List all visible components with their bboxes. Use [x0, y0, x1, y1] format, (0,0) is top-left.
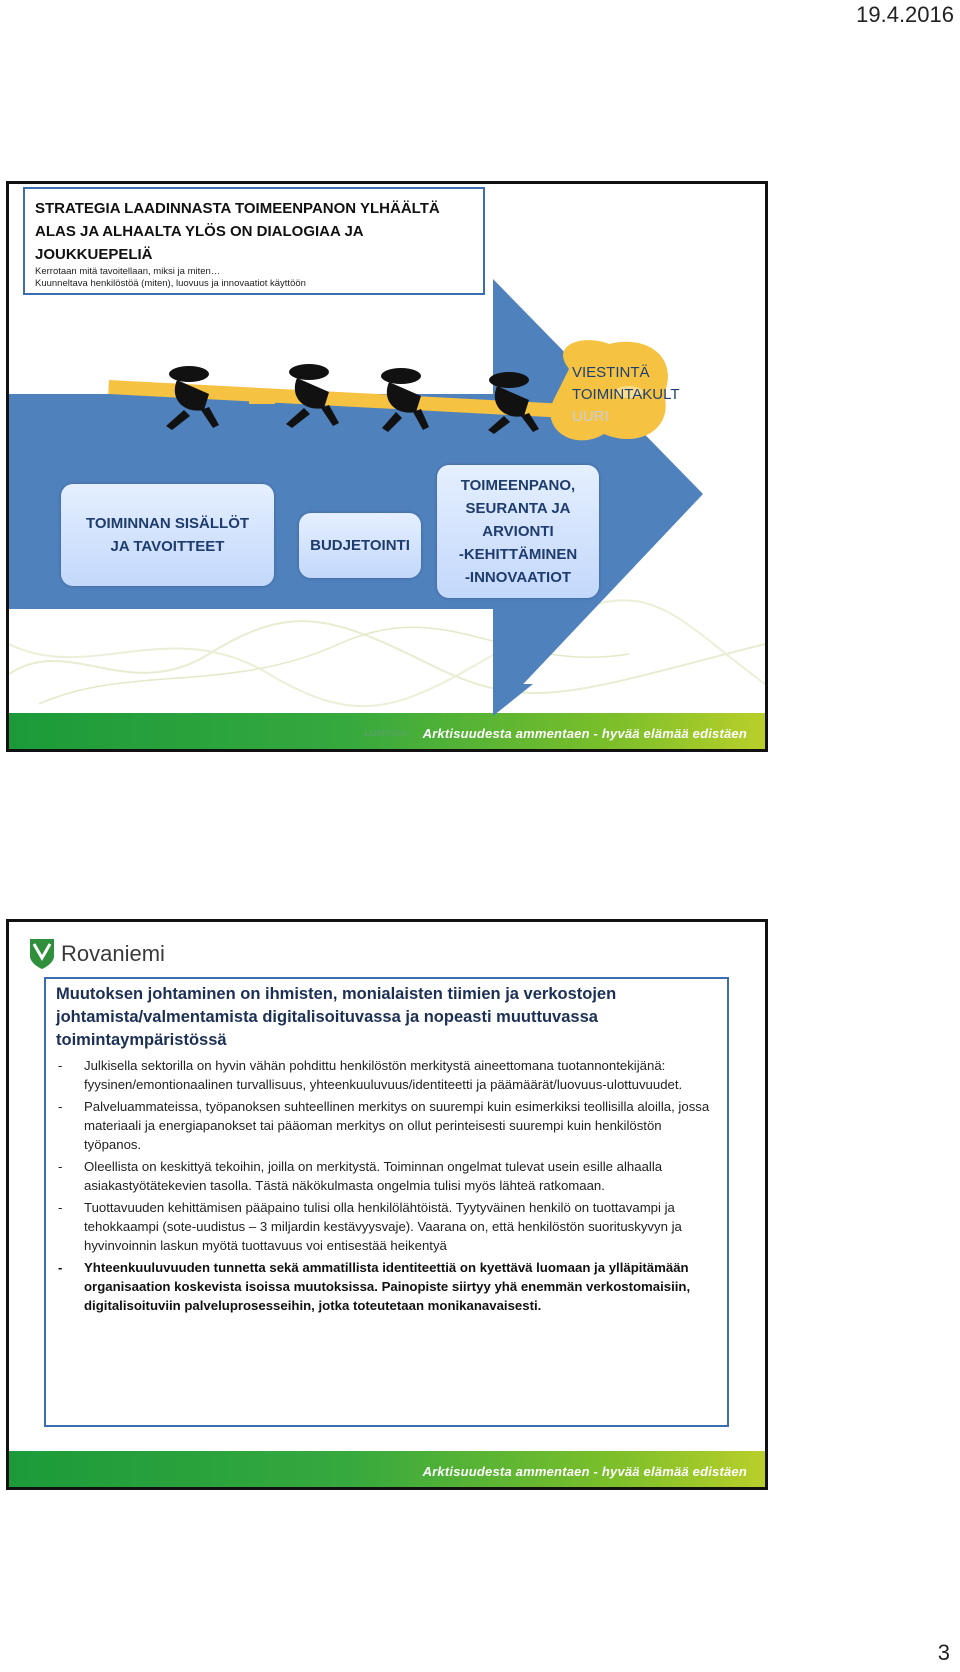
budgeting-box: BUDJETOINTI [299, 513, 421, 578]
slide-footer [9, 1451, 765, 1487]
content-box [44, 977, 729, 1427]
shield-icon [29, 938, 55, 970]
page-date: 19.4.2016 [856, 2, 954, 27]
slide-change-management [6, 919, 768, 1490]
slide-subtitle-1: Kerrotaan mitä tavoitellaan, miksi ja miten… [35, 266, 221, 277]
rovaniemi-logo [29, 938, 165, 970]
implementation-box: TOIMEENPANO, SEURANTA JA ARVIONTI -KEHITTÄMINEN -INNOVAATIOT [437, 465, 599, 598]
bullet-list [56, 1056, 719, 1315]
slide-footer [9, 713, 765, 749]
communication-label: VIESTINTÄ TOIMINTAKULT UURI [572, 364, 680, 425]
slide-subtitle-2: Kuunneltava henkilöstöä (miten), luovuus ja innovaatiot käyttöön [35, 278, 306, 289]
content-goals-box: TOIMINNAN SISÄLLÖT JA TAVOITTEET [61, 484, 274, 586]
slide-strategy [6, 181, 768, 752]
slide-heading: Muutoksen johtaminen on ihmisten, monialaisten tiimien ja verkostojen johtamista/valmentamista digitalisoituvassa ja nopeasti muuttuvassa toimintaympäristössä [56, 985, 617, 1049]
page-number: 3 [937, 1640, 950, 1665]
list-item: - Julkisella sektorilla on hyvin vähän pohdittu henkilöstön merkitystä aineettomana tuotannontekijänä: fyysinen/emontionaalinen turvallisuus, yhteenkuuluvuus/identiteetti ja päämäärät/luovuus-ulottuvuudet. [58, 1058, 683, 1092]
logo-text: Rovaniemi [61, 941, 165, 966]
slide-title-box [23, 187, 485, 295]
footer-slogan: Arktisuudesta ammentaen - hyvää elämää edistäen [422, 1464, 747, 1479]
list-item: - Palveluammateissa, työpanoksen suhteellinen merkitys on suurempi kuin esimerkiksi teollisilla aloilla, jossa materiaali ja energiapanokset tai pääoman merkitys on ollut perinteisesti suurempi kuin henkilöstön työpanos. [58, 1099, 710, 1152]
list-item: - Yhteenkuuluvuuden tunnetta sekä ammatillista identiteettiä on kyettävä luomaan ja ylläpitämään organisaation koskevista isoissa muutoksissa. Painopiste siirtyy yhä enemmän verkostomaisiin, digitalisoituviin palveluprosesseihin, jotka toteutetaan monikanavaisesti. [58, 1260, 691, 1313]
slide-title: STRATEGIA LAADINNASTA TOIMEENPANON YLHÄÄLTÄ ALAS JA ALHAALTA YLÖS ON DIALOGIAA JA JOUKKUEPELIÄ [35, 200, 440, 263]
list-item: - Tuottavuuden kehittämisen pääpaino tulisi olla henkilölähtöistä. Tyytyväinen henkilö on tuottavampi ja tehokkaampi (sote-uudistus – 3 miljardin kestävyysvaje). Vaarana on, että henkilöstön suorituskyvyn ja hyvinvoinnin laskun myötä tuottavuus voi entisestää heikentyä [58, 1200, 682, 1253]
footer-slogan: Arktisuudesta ammentaen - hyvää elämää edistäen [422, 726, 747, 741]
list-item: - Oleellista on keskittyä tekoihin, joilla on merkitystä. Toiminnan ongelmat tulevat usein esille alhaalla asiakastyötätekevien tasolla. Tästä näkökulmasta ongelmia tulisi myös lähteä ratkomaan. [58, 1159, 663, 1193]
draft-label: Luonnos [364, 727, 407, 739]
